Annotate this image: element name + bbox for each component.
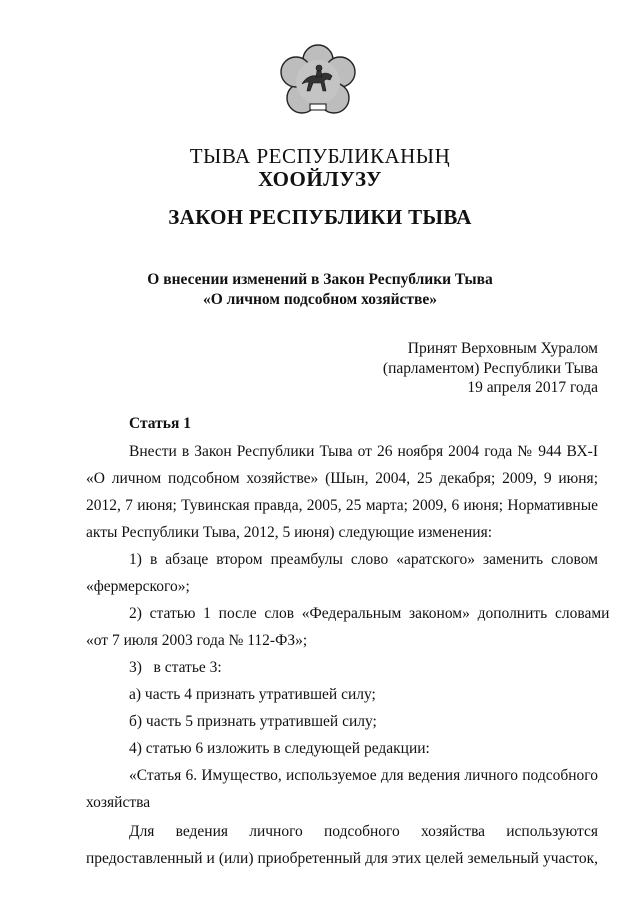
item-4: 4) статью 6 изложить в следующей редакции: bbox=[129, 740, 430, 757]
text-span: 1) в абзаце втором преамбулы слово «аратского» заменить словом bbox=[129, 551, 598, 568]
law-subject-line2: «О личном подсобном хозяйстве» bbox=[202, 291, 438, 308]
tuva-coat-of-arms-emblem bbox=[272, 38, 364, 130]
adoption-line2: (парламентом) Республики Тыва bbox=[382, 359, 598, 377]
paragraph-line: акты Республики Тыва, 2012, 5 июня) следующие изменения: bbox=[86, 524, 493, 541]
text-span: «О личном подсобном хозяйстве» (Шын, 2004, 25 декабря; 2009, 9 июня; bbox=[86, 470, 598, 487]
adoption-line1: Принят Верховным Хуралом bbox=[407, 340, 598, 357]
adoption-date: 19 апреля 2017 года bbox=[467, 379, 598, 396]
word: личного bbox=[249, 823, 303, 840]
word: Для bbox=[129, 823, 155, 840]
item-1-line bbox=[129, 551, 598, 569]
last-paragraph-line2 bbox=[86, 850, 598, 868]
adoption-note bbox=[383, 339, 598, 398]
text-span: 2012, 7 июня; Тувинская правда, 2005, 25 марта; 2009, 6 июня; Нормативные bbox=[86, 497, 598, 514]
paragraph-line bbox=[86, 470, 598, 488]
item-1-line2: «фермерского»; bbox=[86, 578, 190, 595]
word: ведения bbox=[175, 823, 229, 840]
paragraph-line bbox=[86, 497, 598, 515]
word: используются bbox=[506, 823, 598, 840]
law-title: ЗАКОН РЕСПУБЛИКИ ТЫВА bbox=[168, 205, 472, 229]
item-2-line bbox=[129, 605, 610, 623]
word: подсобного bbox=[323, 823, 400, 840]
item-2-line2: «от 7 июля 2003 года № 112-ФЗ»; bbox=[86, 632, 308, 649]
text-span: Внести в Закон Республики Тыва от 26 ноября 2004 года № 944 ВХ-I bbox=[129, 443, 598, 460]
article-title: Статья 1 bbox=[129, 415, 191, 432]
quoted-article-title bbox=[129, 767, 598, 785]
word: хозяйства bbox=[420, 823, 486, 840]
item-3: 3) в статье 3: bbox=[129, 659, 222, 676]
header-tyva-line1: ТЫВА РЕСПУБЛИКАНЫҢ bbox=[189, 144, 451, 168]
text-span: 2) статью 1 после слов «Федеральным законом» дополнить словами bbox=[129, 605, 610, 622]
text-span: предоставленный и (или) приобретенный для этих целей земельный участок, bbox=[86, 850, 598, 867]
item-3b: б) часть 5 признать утратившей силу; bbox=[129, 713, 377, 730]
paragraph-line bbox=[129, 443, 598, 461]
item-3a: а) часть 4 признать утратившей силу; bbox=[129, 686, 376, 703]
header-tyva-line2: ХООЙЛУЗУ bbox=[258, 167, 382, 191]
law-subject-line1: О внесении изменений в Закон Республики Тыва bbox=[147, 271, 493, 288]
text-span: «Статья 6. Имущество, используемое для ведения личного подсобного bbox=[129, 767, 598, 784]
quoted-article-title-line2: хозяйства bbox=[86, 794, 151, 811]
last-paragraph-line1 bbox=[129, 823, 598, 841]
